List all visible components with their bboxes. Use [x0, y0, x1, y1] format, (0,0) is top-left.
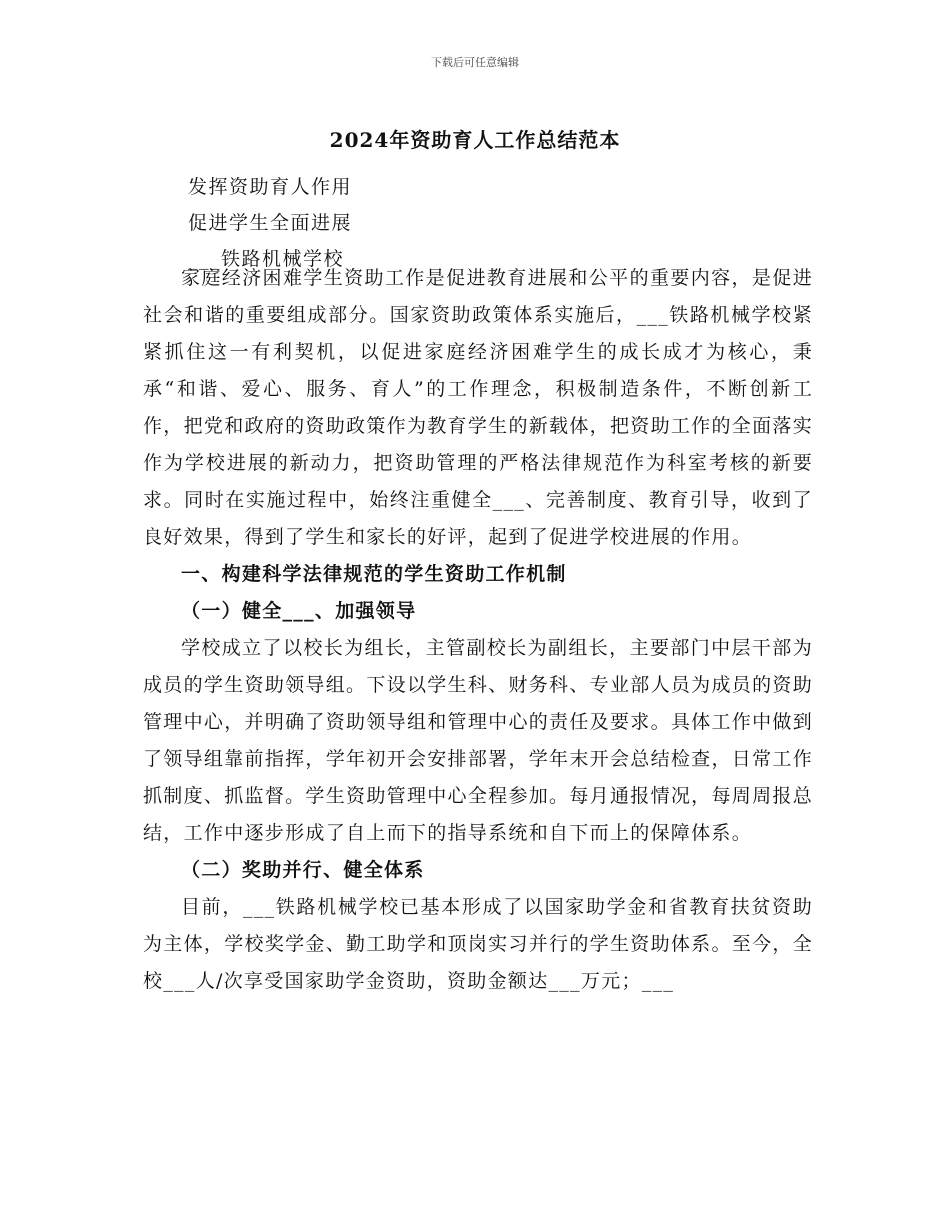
intro-line-1: 发挥资助育人作用	[188, 176, 353, 198]
subsection-2-heading: （二）奖助并行、健全体系	[181, 859, 425, 881]
document-title: 2024年资助育人工作总结范本	[329, 128, 621, 152]
intro-line-2: 促进学生全面进展	[188, 212, 353, 234]
paragraph-2: 学校成立了以校长为组长，主管副校长为副组长，主要部门中层干部为成员的学生资助领导组。下设以学生科、财务科、专业部人员为成员的资助管理中心，并明确了资助领导组和管理中心的责任及要求。具体工作中做到了领导组靠前指挥，学年初开会安排部署，学年末开会总结检查，日常工作抓制度、抓监督。学生资助管理中心全程参加。每月通报情况，每周周报总结，工作中逐步形成了自上而下的指导系统和自下而上的保障体系。	[143, 637, 813, 844]
subsection-1-heading: （一）健全___、加强领导	[181, 600, 417, 622]
document-body	[143, 260, 813, 1000]
paragraph-1: 家庭经济困难学生资助工作是促进教育进展和公平的重要内容，是促进社会和谐的重要组成部分。国家资助政策体系实施后，___铁路机械学校紧紧抓住这一有利契机，以促进家庭经济困难学生的成长成才为核心，秉承“和谐、爱心、服务、育人”的工作理念，积极制造条件，不断创新工作，把党和政府的资助政策作为教育学生的新载体，把资助工作的全面落实作为学校进展的新动力，把资助管理的严格法律规范作为科室考核的新要求。同时在实施过程中，始终注重健全___、完善制度、教育引导，收到了良好效果，得到了学生和家长的好评，起到了促进学校进展的作用。	[143, 267, 813, 548]
section-1-heading: 一、构建科学法律规范的学生资助工作机制	[181, 563, 567, 585]
intro-line-3: ___铁路机械学校	[188, 248, 345, 270]
paragraph-3: 目前，___铁路机械学校已基本形成了以国家助学金和省教育扶贫资助为主体，学校奖学金、勤工助学和顶岗实习并行的学生资助体系。至今，全校___人/次享受国家助学金资助，资助金额达___万元；___	[143, 896, 813, 992]
page-header-note: 下载后可任意编辑	[431, 56, 519, 69]
